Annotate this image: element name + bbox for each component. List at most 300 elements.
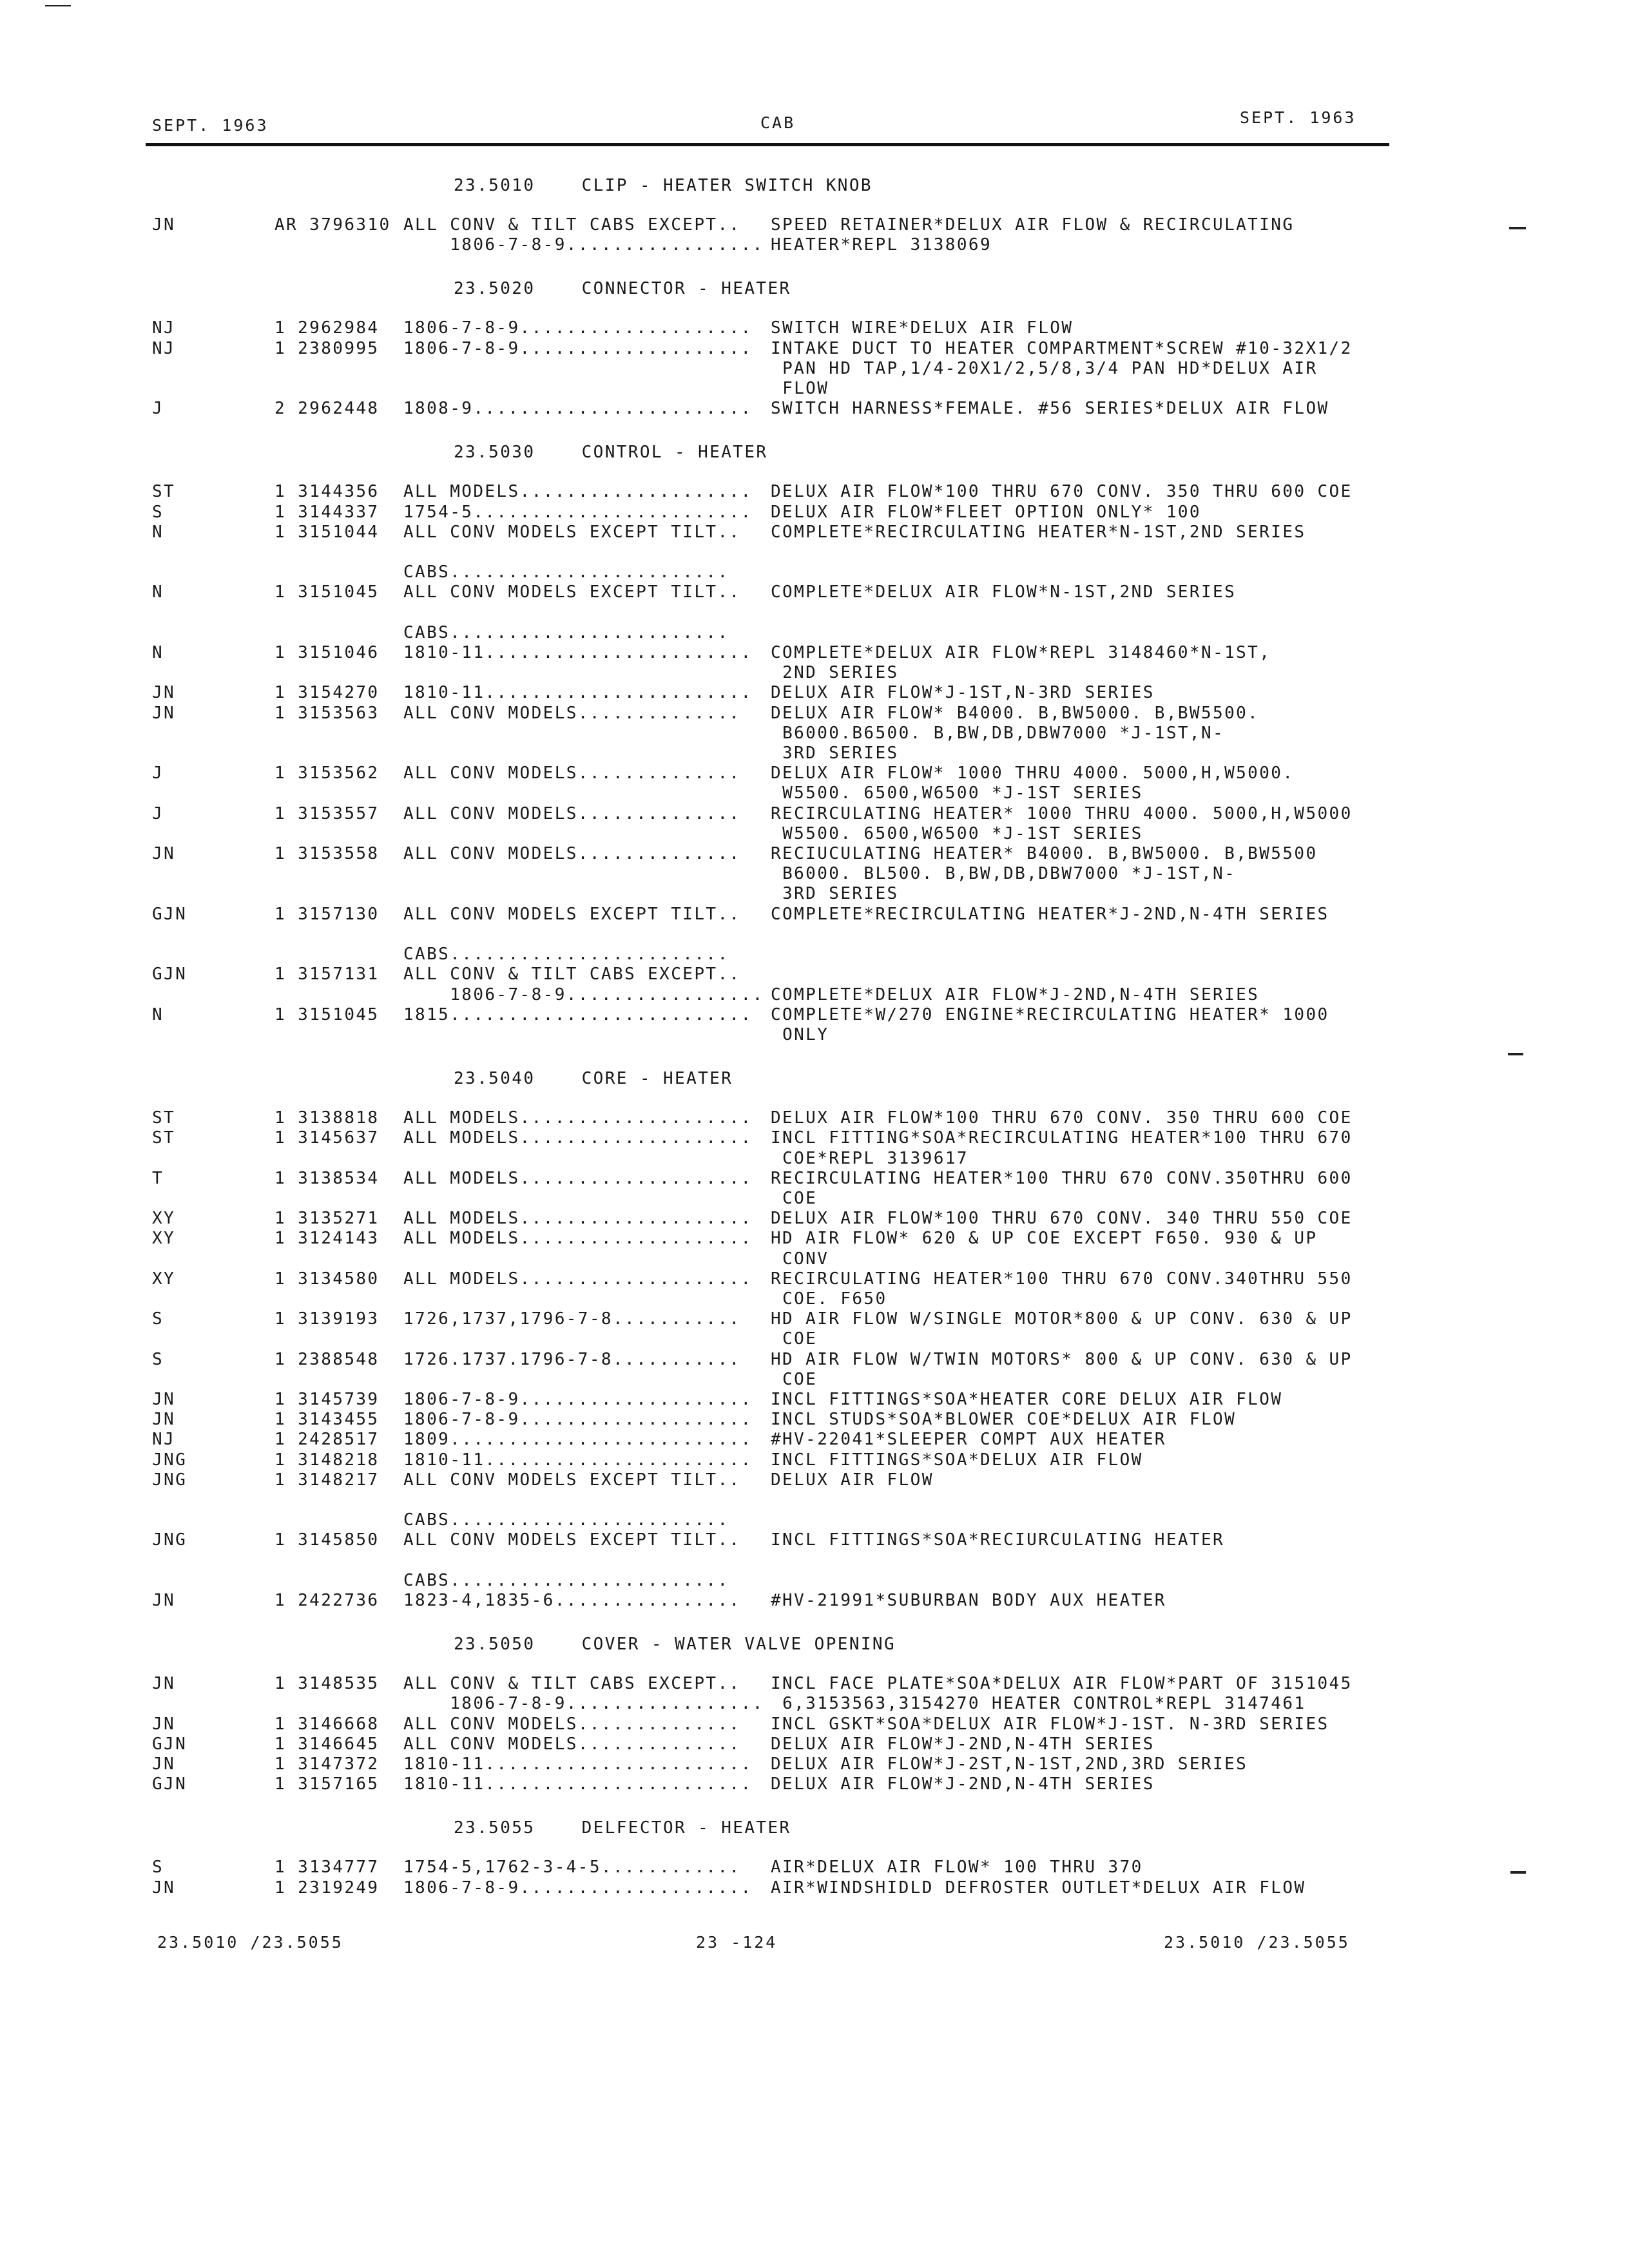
series-code: JNG — [152, 1450, 188, 1470]
application — [403, 1269, 771, 1309]
series-code: J — [152, 399, 164, 419]
description — [771, 1754, 1441, 1774]
footer-range-right: 23.5010 /23.5055 — [1164, 1933, 1350, 1952]
series-code: J — [152, 803, 164, 823]
application-line: 1806-7-8-9................. — [403, 235, 764, 255]
series-code: JN — [152, 1674, 176, 1694]
description — [771, 1715, 1441, 1735]
part-row — [152, 1735, 1441, 1754]
part-row — [152, 1209, 1441, 1229]
application — [403, 965, 771, 1004]
qty-part-number: 1 3139193 — [275, 1309, 380, 1329]
section-spacer — [152, 1611, 1441, 1633]
description-line: COMPLETE*RECIRCULATING HEATER*J-2ND,N-4TH SERIES — [771, 904, 1329, 924]
description-line: 3RD SERIES — [771, 744, 899, 764]
description-line: #HV-22041*SLEEPER COMPT AUX HEATER — [771, 1430, 1166, 1450]
section — [152, 1816, 1441, 1919]
series-code: S — [152, 1309, 164, 1329]
description-line: PAN HD TAP,1/4-20X1/2,5/8,3/4 PAN HD*DELUX AIR — [771, 358, 1318, 378]
part-row — [152, 1858, 1441, 1878]
description — [771, 1269, 1441, 1309]
part-row — [152, 683, 1441, 703]
part-row — [152, 965, 1441, 1004]
description-line: COE — [771, 1188, 818, 1208]
qty-part-number: 1 3147372 — [275, 1754, 380, 1774]
series-code: S — [152, 502, 164, 522]
application-line: 1806-7-8-9.................... — [403, 1878, 753, 1898]
description-line: RECIRCULATING HEATER*100 THRU 670 CONV.340THRU 550 — [771, 1269, 1353, 1289]
description-line: DELUX AIR FLOW*100 THRU 670 CONV. 350 THRU 600 COE — [771, 482, 1353, 502]
application-line: CABS........................ — [403, 924, 729, 965]
qty-part-number: 1 3134777 — [275, 1858, 380, 1878]
qty-part-number: 1 3138534 — [275, 1168, 380, 1188]
application — [403, 1774, 771, 1794]
description-line: COE — [771, 1329, 818, 1349]
qty-part-number: 1 3138818 — [275, 1108, 380, 1128]
application — [403, 1410, 771, 1430]
application-line: CABS........................ — [403, 1490, 729, 1530]
application — [403, 1858, 771, 1878]
description — [771, 1674, 1441, 1714]
section-title: 23.5040 CORE - HEATER — [454, 1069, 733, 1089]
qty-part-number: 1 3151045 — [275, 582, 380, 602]
series-code: JN — [152, 1389, 176, 1409]
description-line: RECIRCULATING HEATER*100 THRU 670 CONV.350THRU 600 — [771, 1168, 1353, 1188]
section-title: 23.5010 CLIP - HEATER SWITCH KNOB — [454, 176, 872, 195]
part-row — [152, 1715, 1441, 1735]
series-code: JN — [152, 844, 176, 864]
qty-part-number: 1 3148217 — [275, 1470, 380, 1490]
description-line: RECIRCULATING HEATER* 1000 THRU 4000. 5000,H,W5000 — [771, 803, 1353, 823]
series-code: J — [152, 764, 164, 783]
application-line: 1806-7-8-9.................... — [403, 1389, 753, 1409]
qty-part-number: 1 2422736 — [275, 1590, 380, 1610]
application-line: ALL CONV MODELS.............. — [403, 1714, 741, 1734]
application-line: ALL MODELS.................... — [403, 482, 753, 502]
description-line: FLOW — [771, 379, 829, 399]
series-code: JN — [152, 1590, 176, 1610]
part-row — [152, 1108, 1441, 1128]
description-line: DELUX AIR FLOW*100 THRU 670 CONV. 340 THRU 550 COE — [771, 1209, 1353, 1229]
qty-part-number: 1 3151046 — [275, 643, 380, 663]
section-spacer — [152, 255, 1441, 277]
qty-part-number: 1 3153562 — [275, 764, 380, 783]
section — [152, 1067, 1441, 1633]
qty-part-number: 2 2962448 — [275, 399, 380, 419]
description-line: DELUX AIR FLOW*100 THRU 670 CONV. 350 THRU 600 COE — [771, 1108, 1353, 1128]
series-code: ST — [152, 1108, 176, 1128]
application — [403, 1430, 771, 1450]
application — [403, 844, 771, 905]
application-line: 1806-7-8-9.................... — [403, 1410, 753, 1430]
qty-part-number: 1 3135271 — [275, 1209, 380, 1229]
description-line: AIR*WINDSHIDLD DEFROSTER OUTLET*DELUX AIR FLOW — [771, 1878, 1306, 1898]
description — [771, 582, 1441, 643]
description-line: INCL STUDS*SOA*BLOWER COE*DELUX AIR FLOW — [771, 1410, 1237, 1430]
application-line: ALL CONV MODELS EXCEPT TILT.. — [403, 582, 741, 602]
qty-part-number: 1 3153563 — [275, 703, 380, 723]
application-line: 1754-5........................ — [403, 502, 753, 522]
footer-page-number: 23 -124 — [696, 1933, 778, 1952]
part-row — [152, 704, 1441, 764]
qty-part-number: 1 3148535 — [275, 1674, 380, 1694]
description — [771, 1774, 1441, 1794]
description-line: B6000. BL500. B,BW,DB,DBW7000 *J-1ST,N- — [771, 864, 1237, 884]
description — [771, 1229, 1441, 1269]
description — [771, 1169, 1441, 1209]
description — [771, 1530, 1441, 1591]
part-row — [152, 582, 1441, 643]
description-line: 6,3153563,3154270 HEATER CONTROL*REPL 3147461 — [771, 1694, 1306, 1714]
application — [403, 1005, 771, 1045]
qty-part-number: 1 3145739 — [275, 1389, 380, 1409]
description — [771, 523, 1441, 583]
description — [771, 965, 1441, 1004]
application — [403, 1530, 771, 1591]
qty-part-number: 1 3157165 — [275, 1774, 380, 1794]
series-code: JNG — [152, 1470, 188, 1490]
description — [771, 1390, 1441, 1410]
part-row — [152, 523, 1441, 583]
description-line: SWITCH HARNESS*FEMALE. #56 SERIES*DELUX AIR FLOW — [771, 399, 1329, 419]
application — [403, 1715, 771, 1735]
application-line: ALL MODELS.................... — [403, 1229, 753, 1249]
qty-part-number: 1 3144356 — [275, 482, 380, 502]
description-line: INCL FITTINGS*SOA*DELUX AIR FLOW — [771, 1450, 1143, 1470]
description-line: HD AIR FLOW* 620 & UP COE EXCEPT F650. 930 & UP — [771, 1229, 1318, 1249]
qty-part-number: 1 3144337 — [275, 502, 380, 522]
qty-part-number: 1 2388548 — [275, 1349, 380, 1369]
description-line: SPEED RETAINER*DELUX AIR FLOW & RECIRCULATING — [771, 215, 1295, 235]
part-row — [152, 1430, 1441, 1450]
part-row — [152, 1450, 1441, 1470]
description-line: DELUX AIR FLOW* B4000. B,BW5000. B,BW5500. — [771, 703, 1260, 723]
series-code: NJ — [152, 1430, 176, 1450]
section — [152, 441, 1441, 1067]
section — [152, 1633, 1441, 1816]
application — [403, 1390, 771, 1410]
application-line: 1810-11....................... — [403, 1754, 753, 1774]
application — [403, 1591, 771, 1611]
application — [403, 1309, 771, 1349]
description-line: 2ND SERIES — [771, 663, 899, 683]
description — [771, 215, 1441, 255]
application — [403, 643, 771, 683]
part-row — [152, 482, 1441, 502]
application-line: CABS........................ — [403, 1550, 729, 1590]
application-line: ALL CONV MODELS.............. — [403, 844, 741, 864]
qty-part-number: 1 2319249 — [275, 1878, 380, 1898]
series-code: ST — [152, 482, 176, 502]
section-title: 23.5020 CONNECTOR - HEATER — [454, 279, 791, 299]
description — [771, 905, 1441, 965]
description — [771, 503, 1441, 523]
part-row — [152, 1169, 1441, 1209]
qty-part-number: 1 3143455 — [275, 1410, 380, 1430]
header-rule — [146, 143, 1389, 146]
application — [403, 1128, 771, 1168]
description — [771, 764, 1441, 803]
qty-part-number: 1 3124143 — [275, 1229, 380, 1249]
part-row — [152, 844, 1441, 905]
header-title: CAB — [760, 113, 796, 132]
application — [403, 1754, 771, 1774]
application-line: CABS........................ — [403, 543, 729, 582]
description — [771, 1209, 1441, 1229]
application — [403, 523, 771, 583]
description — [771, 1430, 1441, 1450]
qty-part-number: AR 3796310 — [275, 215, 391, 235]
part-row — [152, 1128, 1441, 1168]
application-line: ALL MODELS.................... — [403, 1168, 753, 1188]
series-code: N — [152, 582, 164, 602]
description-line: DELUX AIR FLOW* 1000 THRU 4000. 5000,H,W5000. — [771, 764, 1295, 783]
description-line: INTAKE DUCT TO HEATER COMPARTMENT*SCREW #10-32X1/2 — [771, 338, 1353, 358]
qty-part-number: 1 3157131 — [275, 965, 380, 985]
description-line: DELUX AIR FLOW*J-1ST,N-3RD SERIES — [771, 683, 1155, 703]
description-line: 3RD SERIES — [771, 884, 899, 904]
description-line: DELUX AIR FLOW*FLEET OPTION ONLY* 100 — [771, 502, 1201, 522]
series-code: XY — [152, 1229, 176, 1249]
description-line — [771, 965, 1441, 985]
part-row — [152, 1591, 1441, 1611]
application — [403, 1470, 771, 1531]
application-line: 1810-11....................... — [403, 1450, 753, 1470]
series-code: GJN — [152, 1774, 188, 1794]
application — [403, 1735, 771, 1754]
series-code: XY — [152, 1209, 176, 1229]
application-line: ALL CONV MODELS.............. — [403, 1734, 741, 1754]
application — [403, 764, 771, 803]
description-line: RECIUCULATING HEATER* B4000. B,BW5000. B,BW5500 — [771, 844, 1318, 864]
application-line: 1810-11....................... — [403, 643, 753, 663]
description — [771, 482, 1441, 502]
application-line: ALL CONV MODELS EXCEPT TILT.. — [403, 1530, 741, 1550]
description — [771, 1591, 1441, 1611]
application-line: ALL CONV MODELS EXCEPT TILT.. — [403, 522, 741, 542]
application — [403, 1209, 771, 1229]
series-code: N — [152, 522, 164, 542]
application-line: ALL CONV MODELS.............. — [403, 764, 741, 783]
description — [771, 1410, 1441, 1430]
qty-part-number: 1 3157130 — [275, 904, 380, 924]
series-code: ST — [152, 1128, 176, 1148]
description-line: COE*REPL 3139617 — [771, 1148, 969, 1168]
part-row — [152, 1350, 1441, 1390]
application — [403, 1450, 771, 1470]
application-line: 1808-9........................ — [403, 399, 753, 419]
description-line: HEATER*REPL 3138069 — [771, 235, 992, 255]
part-row — [152, 339, 1441, 399]
application — [403, 582, 771, 643]
qty-part-number: 1 2428517 — [275, 1430, 380, 1450]
description — [771, 1858, 1441, 1878]
part-row — [152, 1269, 1441, 1309]
qty-part-number: 1 3145637 — [275, 1128, 380, 1148]
description-line: COMPLETE*DELUX AIR FLOW*REPL 3148460*N-1ST, — [771, 643, 1271, 663]
qty-part-number: 1 2380995 — [275, 338, 380, 358]
part-row — [152, 1754, 1441, 1774]
part-row — [152, 1410, 1441, 1430]
application-line: ALL CONV MODELS.............. — [403, 803, 741, 823]
parts-listing — [152, 174, 1441, 1920]
application — [403, 804, 771, 844]
description-line: COMPLETE*W/270 ENGINE*RECIRCULATING HEATER* 1000 — [771, 1004, 1329, 1024]
header-date-right: SEPT. 1963 — [1240, 108, 1356, 127]
part-row — [152, 905, 1441, 965]
application-line: ALL MODELS.................... — [403, 1269, 753, 1289]
series-code: JN — [152, 1410, 176, 1430]
application-line: ALL MODELS.................... — [403, 1108, 753, 1128]
part-row — [152, 1390, 1441, 1410]
part-row — [152, 1774, 1441, 1794]
description-line: INCL FITTING*SOA*RECIRCULATING HEATER*100 THRU 670 — [771, 1128, 1353, 1148]
part-row — [152, 804, 1441, 844]
application — [403, 1108, 771, 1128]
application-line: 1806-7-8-9................. — [403, 1694, 764, 1714]
application-line: 1810-11....................... — [403, 683, 753, 703]
section-spacer — [152, 1045, 1441, 1067]
series-code: JN — [152, 1714, 176, 1734]
description-line: COE. F650 — [771, 1289, 887, 1309]
application-line: CABS........................ — [403, 602, 729, 642]
margin-mark — [1510, 1871, 1526, 1874]
margin-mark — [1509, 227, 1526, 229]
part-row — [152, 1309, 1441, 1349]
application — [403, 503, 771, 523]
description — [771, 704, 1441, 764]
application-line: ALL CONV MODELS.............. — [403, 703, 741, 723]
description — [771, 1005, 1441, 1045]
description-line: DELUX AIR FLOW*J-2ND,N-4TH SERIES — [771, 1734, 1155, 1754]
application-line: 1810-11....................... — [403, 1774, 753, 1794]
series-code: JN — [152, 683, 176, 703]
series-code: S — [152, 1858, 164, 1878]
series-code: GJN — [152, 904, 188, 924]
section — [152, 277, 1441, 441]
description — [771, 1108, 1441, 1128]
description-line: COE — [771, 1369, 818, 1389]
description-line: B6000.B6500. B,BW,DB,DBW7000 *J-1ST,N- — [771, 723, 1225, 743]
qty-part-number: 1 2962984 — [275, 318, 380, 338]
description — [771, 339, 1441, 399]
application — [403, 482, 771, 502]
description — [771, 1450, 1441, 1470]
application-line: 1806-7-8-9................. — [403, 985, 764, 1004]
description-line: W5500. 6500,W6500 *J-1ST SERIES — [771, 823, 1143, 843]
part-row — [152, 1530, 1441, 1591]
part-row — [152, 318, 1441, 338]
part-row — [152, 503, 1441, 523]
qty-part-number: 1 3153558 — [275, 844, 380, 864]
qty-part-number: 1 3134580 — [275, 1269, 380, 1289]
series-code: NJ — [152, 338, 176, 358]
part-row — [152, 1005, 1441, 1045]
series-code: JNG — [152, 1530, 188, 1550]
description-line: SWITCH WIRE*DELUX AIR FLOW — [771, 318, 1074, 338]
series-code: S — [152, 1349, 164, 1369]
description-line: INCL FITTINGS*SOA*HEATER CORE DELUX AIR FLOW — [771, 1389, 1283, 1409]
application — [403, 1350, 771, 1390]
series-code: GJN — [152, 965, 188, 985]
description — [771, 844, 1441, 905]
description — [771, 1878, 1441, 1898]
description-line: COMPLETE*DELUX AIR FLOW*J-2ND,N-4TH SERIES — [771, 985, 1260, 1004]
qty-part-number: 1 3146645 — [275, 1734, 380, 1754]
application-line: 1823-4,1835-6................ — [403, 1590, 741, 1610]
application-line: 1726,1737,1796-7-8........... — [403, 1309, 741, 1329]
description — [771, 1470, 1441, 1531]
description — [771, 1350, 1441, 1390]
section-title: 23.5030 CONTROL - HEATER — [454, 443, 768, 463]
description — [771, 399, 1441, 419]
description-line: DELUX AIR FLOW*J-2ST,N-1ST,2ND,3RD SERIES — [771, 1754, 1248, 1774]
application-line: 1754-5,1762-3-4-5............ — [403, 1858, 741, 1878]
section-title: 23.5055 DELFECTOR - HEATER — [454, 1818, 791, 1838]
application — [403, 215, 771, 255]
description-line: W5500. 6500,W6500 *J-1ST SERIES — [771, 783, 1143, 803]
application-line: 1809.......................... — [403, 1430, 753, 1450]
description — [771, 318, 1441, 338]
header-date-left: SEPT. 1963 — [152, 116, 269, 135]
description-line: HD AIR FLOW W/TWIN MOTORS* 800 & UP CONV. 630 & UP — [771, 1349, 1353, 1369]
application — [403, 339, 771, 399]
application-line: 1815.......................... — [403, 1004, 753, 1024]
description-line: ONLY — [771, 1024, 829, 1044]
description — [771, 683, 1441, 703]
description-line: INCL GSKT*SOA*DELUX AIR FLOW*J-1ST. N-3RD SERIES — [771, 1714, 1329, 1734]
series-code: N — [152, 1004, 164, 1024]
application-line: ALL CONV & TILT CABS EXCEPT.. — [403, 215, 741, 235]
description-line: COMPLETE*DELUX AIR FLOW*N-1ST,2ND SERIES — [771, 582, 1237, 602]
margin-mark — [1508, 1053, 1523, 1055]
description — [771, 1309, 1441, 1349]
application-line: 1726.1737.1796-7-8........... — [403, 1349, 741, 1369]
qty-part-number: 1 3153557 — [275, 803, 380, 823]
series-code: JN — [152, 1878, 176, 1898]
section-title: 23.5050 COVER - WATER VALVE OPENING — [454, 1635, 896, 1655]
series-code: XY — [152, 1269, 176, 1289]
application — [403, 399, 771, 419]
section-spacer — [152, 1898, 1441, 1920]
description-line: COMPLETE*RECIRCULATING HEATER*N-1ST,2ND SERIES — [771, 522, 1306, 542]
description — [771, 1735, 1441, 1754]
series-code: GJN — [152, 1734, 188, 1754]
part-row — [152, 1470, 1441, 1531]
description-line: INCL FACE PLATE*SOA*DELUX AIR FLOW*PART OF 3151045 — [771, 1674, 1353, 1694]
description-line: DELUX AIR FLOW*J-2ND,N-4TH SERIES — [771, 1774, 1155, 1794]
description-line: HD AIR FLOW W/SINGLE MOTOR*800 & UP CONV. 630 & UP — [771, 1309, 1353, 1329]
margin-mark — [45, 5, 71, 6]
application — [403, 1674, 771, 1714]
application-line: 1806-7-8-9.................... — [403, 338, 753, 358]
application — [403, 683, 771, 703]
application-line: ALL MODELS.................... — [403, 1209, 753, 1229]
part-row — [152, 1674, 1441, 1714]
section-spacer — [152, 1794, 1441, 1816]
application-line: ALL MODELS.................... — [403, 1128, 753, 1148]
part-row — [152, 764, 1441, 803]
section — [152, 174, 1441, 277]
qty-part-number: 1 3154270 — [275, 683, 380, 703]
part-row — [152, 1229, 1441, 1269]
application-line: ALL CONV MODELS EXCEPT TILT.. — [403, 904, 741, 924]
series-code: NJ — [152, 318, 176, 338]
application-line: ALL CONV & TILT CABS EXCEPT.. — [403, 1674, 741, 1694]
description — [771, 643, 1441, 683]
series-code: JN — [152, 1754, 176, 1774]
application-line: ALL CONV & TILT CABS EXCEPT.. — [403, 965, 741, 985]
